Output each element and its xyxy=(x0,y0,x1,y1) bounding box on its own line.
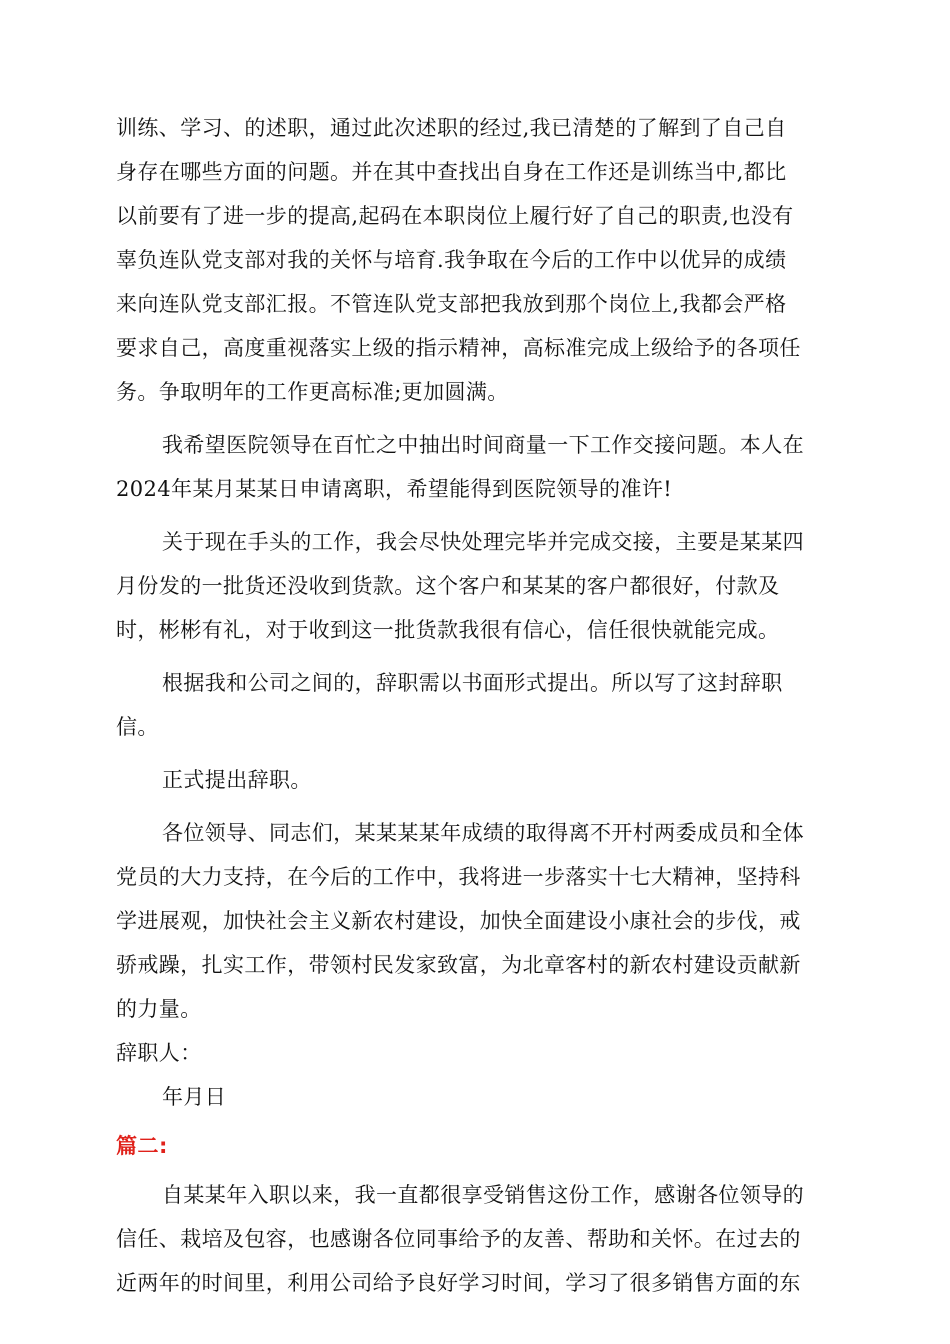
paragraph-line: 各位领导、同志们，某某某某年成绩的取得离不开村两委成员和全体 xyxy=(162,821,804,845)
paragraph-line: 近两年的时间里，利用公司给予良好学习时间，学习了很多销售方面的东 xyxy=(116,1271,801,1295)
paragraph-line: 信。 xyxy=(116,715,159,739)
paragraph-line: 学进展观，加快社会主义新农村建设，加快全面建设小康社会的步伐，戒 xyxy=(116,909,801,933)
signature-label: 辞职人： xyxy=(116,1041,202,1065)
paragraph-line: 2024年某月某某日申请离职，希望能得到医院领导的准许! xyxy=(116,477,673,501)
paragraph-line: 我希望医院领导在百忙之中抽出时间商量一下工作交接问题。本人在 xyxy=(162,433,804,457)
paragraph-line: 关于现在手头的工作，我会尽快处理完毕并完成交接，主要是某某四 xyxy=(162,530,804,554)
paragraph-line: 信任、栽培及包容，也感谢各位同事给予的友善、帮助和关怀。在过去的 xyxy=(116,1227,801,1251)
paragraph-line: 的力量。 xyxy=(116,997,202,1021)
date-label: 年月日 xyxy=(162,1085,227,1109)
paragraph-line: 务。争取明年的工作更高标准;更加圆满。 xyxy=(116,380,509,404)
paragraph-line: 来向连队党支部汇报。不管连队党支部把我放到那个岗位上,我都会严格 xyxy=(116,292,787,316)
paragraph-line: 要求自己，高度重视落实上级的指示精神，高标准完成上级给予的各项任 xyxy=(116,336,801,360)
paragraph-line: 辜负连队党支部对我的关怀与培育.我争取在今后的工作中以优异的成绩 xyxy=(116,248,787,272)
paragraph-line: 自某某年入职以来，我一直都很享受销售这份工作，感谢各位领导的 xyxy=(162,1183,804,1207)
paragraph-line: 党员的大力支持，在今后的工作中，我将进一步落实十七大精神，坚持科 xyxy=(116,865,801,889)
paragraph-line: 身存在哪些方面的问题。并在其中查找出自身在工作还是训练当中,都比 xyxy=(116,160,787,184)
section-heading: 篇二: xyxy=(116,1134,168,1158)
paragraph-line: 正式提出辞职。 xyxy=(162,768,312,792)
paragraph-line: 根据我和公司之间的，辞职需以书面形式提出。所以写了这封辞职 xyxy=(162,671,783,695)
paragraph-line: 以前要有了进一步的提高,起码在本职岗位上履行好了自己的职责,也没有 xyxy=(116,204,794,228)
paragraph-line: 骄戒躁，扎实工作，带领村民发家致富，为北章客村的新农村建设贡献新 xyxy=(116,953,801,977)
paragraph-line: 月份发的一批货还没收到货款。这个客户和某某的客户都很好，付款及 xyxy=(116,574,780,598)
paragraph-line: 时，彬彬有礼，对于收到这一批货款我很有信心，信任很快就能完成。 xyxy=(116,618,780,642)
paragraph-line: 训练、学习、的述职，通过此次述职的经过,我已清楚的了解到了自己自 xyxy=(116,116,787,140)
